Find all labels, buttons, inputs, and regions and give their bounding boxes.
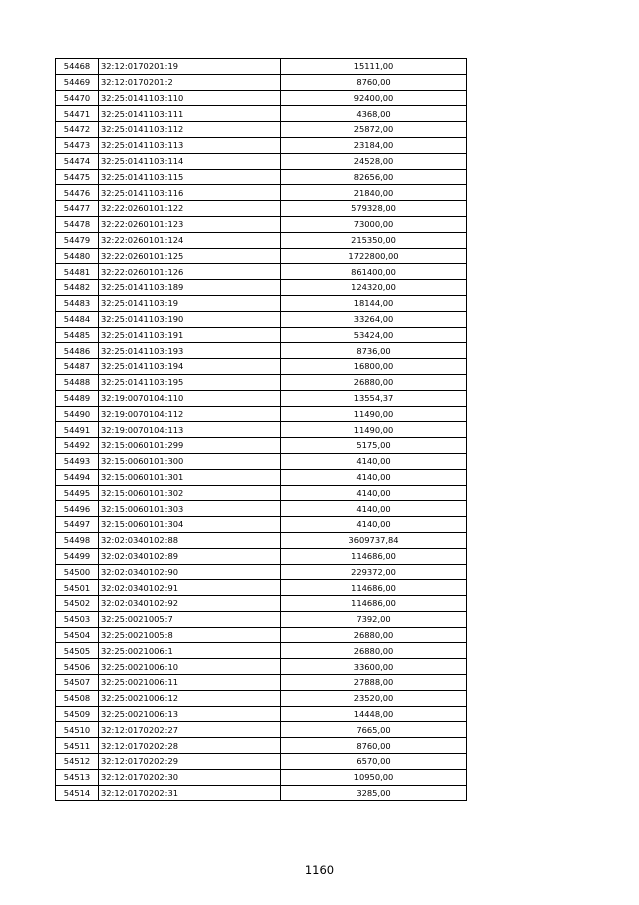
cadastral-value: 25872,00 xyxy=(281,122,467,138)
cadastral-value: 21840,00 xyxy=(281,185,467,201)
cadastral-number: 32:25:0141103:113 xyxy=(99,137,281,153)
cadastral-value: 33264,00 xyxy=(281,311,467,327)
row-number: 54498 xyxy=(56,532,99,548)
table-row xyxy=(56,153,467,169)
cadastral-value: 114686,00 xyxy=(281,548,467,564)
cadastral-value: 11490,00 xyxy=(281,406,467,422)
table-row xyxy=(56,406,467,422)
cadastral-number: 32:25:0141103:19 xyxy=(99,295,281,311)
row-number: 54487 xyxy=(56,359,99,375)
cadastral-value: 114686,00 xyxy=(281,596,467,612)
table-row xyxy=(56,169,467,185)
cadastral-number: 32:25:0141103:114 xyxy=(99,153,281,169)
table-row xyxy=(56,517,467,533)
cadastral-value: 23184,00 xyxy=(281,137,467,153)
table-row xyxy=(56,722,467,738)
table-row xyxy=(56,422,467,438)
row-number: 54471 xyxy=(56,106,99,122)
cadastral-number: 32:19:0070104:112 xyxy=(99,406,281,422)
cadastral-value: 16800,00 xyxy=(281,359,467,375)
table-row xyxy=(56,548,467,564)
table-row xyxy=(56,280,467,296)
cadastral-value: 124320,00 xyxy=(281,280,467,296)
row-number: 54483 xyxy=(56,295,99,311)
row-number: 54484 xyxy=(56,311,99,327)
table-row xyxy=(56,596,467,612)
table-row xyxy=(56,232,467,248)
row-number: 54513 xyxy=(56,769,99,785)
table-row xyxy=(56,738,467,754)
cadastral-value: 27888,00 xyxy=(281,675,467,691)
cadastral-value: 26880,00 xyxy=(281,374,467,390)
cadastral-number: 32:22:0260101:125 xyxy=(99,248,281,264)
row-number: 54485 xyxy=(56,327,99,343)
page-number: 1160 xyxy=(304,863,335,877)
row-number: 54495 xyxy=(56,485,99,501)
table-row xyxy=(56,74,467,90)
table-row xyxy=(56,643,467,659)
row-number: 54499 xyxy=(56,548,99,564)
cadastral-number: 32:25:0141103:110 xyxy=(99,90,281,106)
cadastral-number: 32:22:0260101:126 xyxy=(99,264,281,280)
cadastral-number: 32:12:0170202:28 xyxy=(99,738,281,754)
cadastral-number: 32:15:0060101:299 xyxy=(99,438,281,454)
table-row xyxy=(56,754,467,770)
cadastral-value: 4140,00 xyxy=(281,453,467,469)
row-number: 54474 xyxy=(56,153,99,169)
cadastral-number: 32:22:0260101:124 xyxy=(99,232,281,248)
row-number: 54468 xyxy=(56,59,99,75)
cadastral-value: 114686,00 xyxy=(281,580,467,596)
table-row xyxy=(56,327,467,343)
row-number: 54508 xyxy=(56,690,99,706)
table-row xyxy=(56,185,467,201)
row-number: 54470 xyxy=(56,90,99,106)
cadastral-number: 32:15:0060101:302 xyxy=(99,485,281,501)
cadastral-value: 1722800,00 xyxy=(281,248,467,264)
row-number: 54505 xyxy=(56,643,99,659)
table-row xyxy=(56,469,467,485)
cadastral-value: 24528,00 xyxy=(281,153,467,169)
cadastral-value: 4140,00 xyxy=(281,485,467,501)
table-row xyxy=(56,390,467,406)
row-number: 54497 xyxy=(56,517,99,533)
cadastral-value: 7392,00 xyxy=(281,611,467,627)
table-row xyxy=(56,453,467,469)
row-number: 54500 xyxy=(56,564,99,580)
table-row xyxy=(56,769,467,785)
table-row xyxy=(56,201,467,217)
cadastral-number: 32:25:0141103:189 xyxy=(99,280,281,296)
table-row xyxy=(56,785,467,801)
cadastral-value: 26880,00 xyxy=(281,627,467,643)
row-number: 54482 xyxy=(56,280,99,296)
row-number: 54511 xyxy=(56,738,99,754)
row-number: 54507 xyxy=(56,675,99,691)
cadastral-number: 32:02:0340102:91 xyxy=(99,580,281,596)
cadastral-value: 92400,00 xyxy=(281,90,467,106)
table-row xyxy=(56,706,467,722)
cadastral-number: 32:19:0070104:113 xyxy=(99,422,281,438)
cadastral-value: 579328,00 xyxy=(281,201,467,217)
table-row xyxy=(56,216,467,232)
table-row xyxy=(56,90,467,106)
cadastral-value: 4368,00 xyxy=(281,106,467,122)
cadastral-number: 32:25:0021006:10 xyxy=(99,659,281,675)
cadastral-number: 32:25:0141103:191 xyxy=(99,327,281,343)
row-number: 54496 xyxy=(56,501,99,517)
cadastral-number: 32:15:0060101:304 xyxy=(99,517,281,533)
cadastral-value: 33600,00 xyxy=(281,659,467,675)
cadastral-number: 32:15:0060101:300 xyxy=(99,453,281,469)
cadastral-value: 8736,00 xyxy=(281,343,467,359)
cadastral-value: 8760,00 xyxy=(281,738,467,754)
table-row xyxy=(56,675,467,691)
cadastral-number: 32:25:0021006:12 xyxy=(99,690,281,706)
cadastral-number: 32:12:0170202:29 xyxy=(99,754,281,770)
cadastral-number: 32:02:0340102:89 xyxy=(99,548,281,564)
row-number: 54503 xyxy=(56,611,99,627)
row-number: 54469 xyxy=(56,74,99,90)
row-number: 54509 xyxy=(56,706,99,722)
cadastral-value: 3609737,84 xyxy=(281,532,467,548)
cadastral-value: 14448,00 xyxy=(281,706,467,722)
row-number: 54491 xyxy=(56,422,99,438)
cadastral-number: 32:12:0170202:27 xyxy=(99,722,281,738)
row-number: 54472 xyxy=(56,122,99,138)
cadastral-value: 4140,00 xyxy=(281,517,467,533)
table-row xyxy=(56,690,467,706)
row-number: 54512 xyxy=(56,754,99,770)
cadastral-number: 32:25:0021006:13 xyxy=(99,706,281,722)
row-number: 54480 xyxy=(56,248,99,264)
cadastral-value: 82656,00 xyxy=(281,169,467,185)
cadastral-value: 215350,00 xyxy=(281,232,467,248)
row-number: 54490 xyxy=(56,406,99,422)
cadastral-number: 32:25:0021006:11 xyxy=(99,675,281,691)
cadastral-value: 73000,00 xyxy=(281,216,467,232)
row-number: 54477 xyxy=(56,201,99,217)
cadastral-value: 10950,00 xyxy=(281,769,467,785)
cadastral-number: 32:22:0260101:122 xyxy=(99,201,281,217)
cadastral-value: 861400,00 xyxy=(281,264,467,280)
cadastral-number: 32:02:0340102:92 xyxy=(99,596,281,612)
row-number: 54501 xyxy=(56,580,99,596)
cadastral-value: 5175,00 xyxy=(281,438,467,454)
row-number: 54475 xyxy=(56,169,99,185)
cadastral-number: 32:02:0340102:88 xyxy=(99,532,281,548)
cadastral-number: 32:15:0060101:303 xyxy=(99,501,281,517)
row-number: 54514 xyxy=(56,785,99,801)
cadastral-value: 3285,00 xyxy=(281,785,467,801)
cadastral-value: 26880,00 xyxy=(281,643,467,659)
table-row xyxy=(56,485,467,501)
cadastral-table xyxy=(55,58,467,801)
cadastral-number: 32:15:0060101:301 xyxy=(99,469,281,485)
row-number: 54481 xyxy=(56,264,99,280)
cadastral-value: 7665,00 xyxy=(281,722,467,738)
table-row xyxy=(56,264,467,280)
table-row xyxy=(56,659,467,675)
table-row xyxy=(56,438,467,454)
table-row xyxy=(56,359,467,375)
table-row xyxy=(56,564,467,580)
cadastral-number: 32:12:0170202:31 xyxy=(99,785,281,801)
table-row xyxy=(56,248,467,264)
row-number: 54510 xyxy=(56,722,99,738)
cadastral-value: 4140,00 xyxy=(281,469,467,485)
table-body xyxy=(56,59,467,801)
cadastral-number: 32:25:0141103:195 xyxy=(99,374,281,390)
cadastral-number: 32:25:0141103:190 xyxy=(99,311,281,327)
cadastral-number: 32:25:0021005:7 xyxy=(99,611,281,627)
row-number: 54492 xyxy=(56,438,99,454)
cadastral-number: 32:25:0141103:111 xyxy=(99,106,281,122)
cadastral-number: 32:25:0141103:194 xyxy=(99,359,281,375)
cadastral-value: 6570,00 xyxy=(281,754,467,770)
table-row xyxy=(56,627,467,643)
cadastral-value: 229372,00 xyxy=(281,564,467,580)
table-row xyxy=(56,580,467,596)
cadastral-number: 32:02:0340102:90 xyxy=(99,564,281,580)
row-number: 54473 xyxy=(56,137,99,153)
table-row xyxy=(56,374,467,390)
cadastral-value: 53424,00 xyxy=(281,327,467,343)
row-number: 54489 xyxy=(56,390,99,406)
table-row xyxy=(56,122,467,138)
cadastral-number: 32:25:0141103:112 xyxy=(99,122,281,138)
row-number: 54502 xyxy=(56,596,99,612)
row-number: 54488 xyxy=(56,374,99,390)
cadastral-number: 32:25:0141103:116 xyxy=(99,185,281,201)
cadastral-number: 32:22:0260101:123 xyxy=(99,216,281,232)
cadastral-value: 23520,00 xyxy=(281,690,467,706)
cadastral-number: 32:25:0141103:193 xyxy=(99,343,281,359)
table-row xyxy=(56,106,467,122)
row-number: 54476 xyxy=(56,185,99,201)
table-row xyxy=(56,311,467,327)
cadastral-number: 32:12:0170201:2 xyxy=(99,74,281,90)
table-row xyxy=(56,59,467,75)
cadastral-number: 32:12:0170201:19 xyxy=(99,59,281,75)
cadastral-number: 32:25:0021006:1 xyxy=(99,643,281,659)
table-row xyxy=(56,501,467,517)
table-row xyxy=(56,343,467,359)
cadastral-value: 18144,00 xyxy=(281,295,467,311)
cadastral-value: 8760,00 xyxy=(281,74,467,90)
cadastral-value: 4140,00 xyxy=(281,501,467,517)
table-row xyxy=(56,137,467,153)
row-number: 54493 xyxy=(56,453,99,469)
cadastral-number: 32:12:0170202:30 xyxy=(99,769,281,785)
table-row xyxy=(56,532,467,548)
cadastral-value: 11490,00 xyxy=(281,422,467,438)
table-row xyxy=(56,611,467,627)
row-number: 54486 xyxy=(56,343,99,359)
cadastral-value: 13554,37 xyxy=(281,390,467,406)
cadastral-number: 32:25:0021005:8 xyxy=(99,627,281,643)
cadastral-value: 15111,00 xyxy=(281,59,467,75)
row-number: 54478 xyxy=(56,216,99,232)
row-number: 54494 xyxy=(56,469,99,485)
cadastral-number: 32:19:0070104:110 xyxy=(99,390,281,406)
row-number: 54506 xyxy=(56,659,99,675)
cadastral-number: 32:25:0141103:115 xyxy=(99,169,281,185)
row-number: 54504 xyxy=(56,627,99,643)
table-row xyxy=(56,295,467,311)
row-number: 54479 xyxy=(56,232,99,248)
